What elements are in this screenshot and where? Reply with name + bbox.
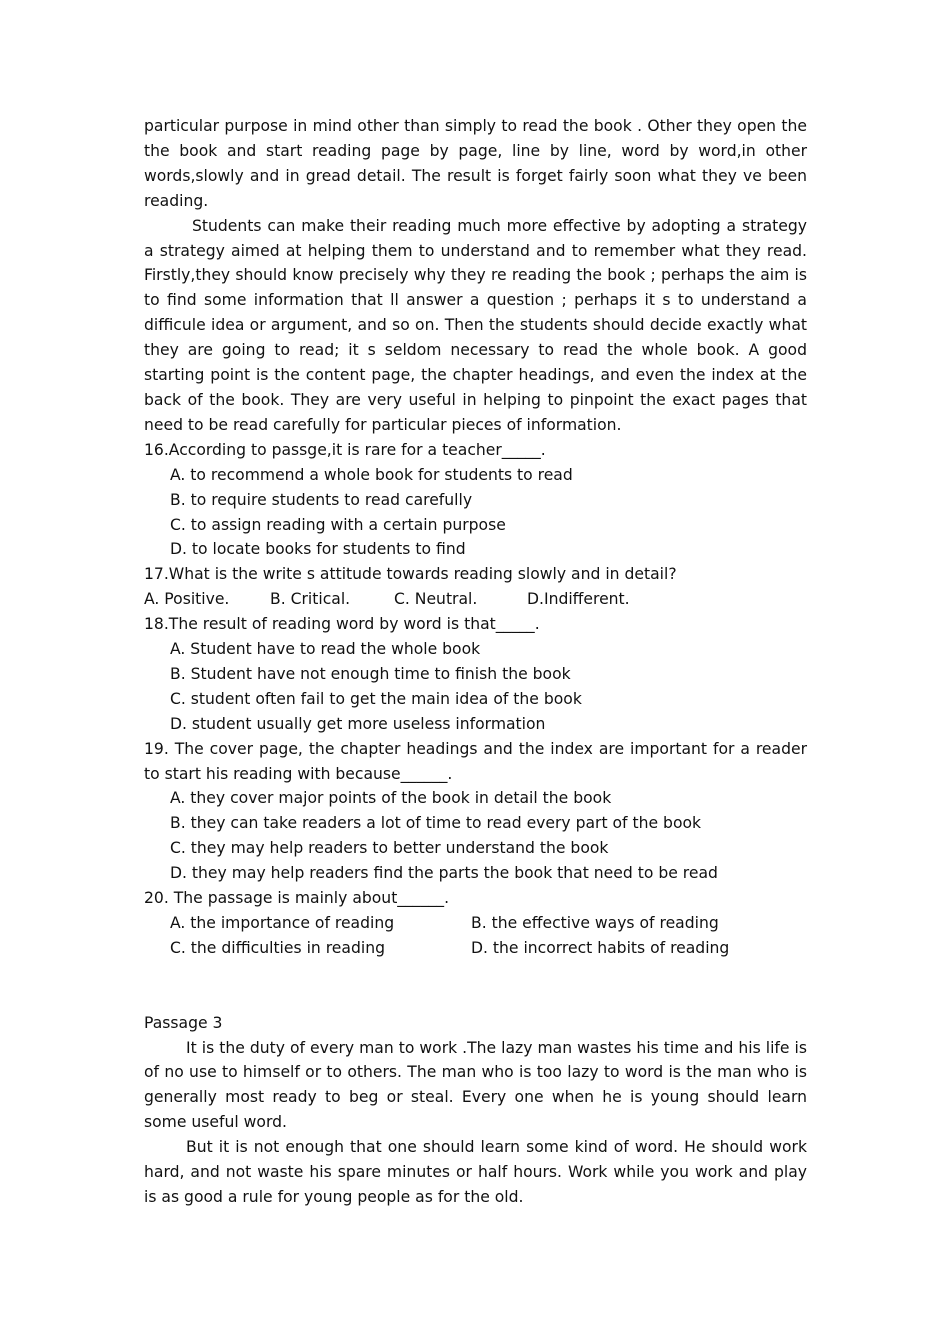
option-a: A. to recommend a whole book for students to read — [170, 465, 573, 484]
option-c: C. they may help readers to better understand the book — [170, 839, 609, 858]
question-stem: 20. The passage is mainly about______. — [144, 889, 450, 908]
options-row-1 — [170, 911, 807, 936]
options-row-2 — [170, 936, 807, 961]
passage2-paragraph-2: Students can make their reading much more effective by adopting a strategy a strategy aimed at helping them to understand and to remember what they read. Firstly,they should know precisely why they re reading the book ; perhaps the aim is to find some information that ll answer a question ; perhaps it s to understand a difficule idea or argument, and so on. Then the students should decide exactly what they are going to read; it s seldom necessary to read the whole book. A good starting point is the content page, the chapter headings, and even the index at the back of the book. They are very useful in helping to pinpoint the exact pages that need to be read carefully for particular pieces of information. — [144, 216, 807, 434]
options-row — [144, 587, 807, 612]
option-c: C. to assign reading with a certain purpose — [170, 515, 506, 534]
option-c: C. the difficulties in reading — [170, 938, 385, 957]
question-16 — [144, 438, 807, 563]
passage2-paragraph-1: particular purpose in mind other than simply to read the book . Other they open the the book and start reading page by page, line by line, word by word,in other words,slowly and in gread detail. The result is forget fairly soon what they ve been reading. — [144, 117, 807, 210]
option-a: A. Student have to read the whole book — [170, 640, 481, 659]
option-d: D.Indifferent. — [527, 590, 630, 609]
option-a: A. they cover major points of the book in detail the book — [170, 789, 612, 808]
section-spacer — [144, 961, 807, 1011]
option-b: B. Critical. — [270, 590, 351, 609]
option-c: C. student often fail to get the main idea of the book — [170, 689, 582, 708]
option-d: D. the incorrect habits of reading — [471, 938, 730, 957]
option-b: B. they can take readers a lot of time to read every part of the book — [170, 814, 702, 833]
passage-3-title: Passage 3 — [144, 1013, 223, 1032]
option-a: A. Positive. — [144, 590, 230, 609]
question-20 — [144, 886, 807, 961]
question-stem: 19. The cover page, the chapter headings and the index are important for a reader to start his reading with because______. — [144, 739, 807, 783]
question-stem: 17.What is the write s attitude towards reading slowly and in detail? — [144, 565, 677, 584]
question-18 — [144, 612, 807, 737]
option-b: B. the effective ways of reading — [471, 914, 719, 932]
document-page — [144, 114, 807, 1210]
question-19 — [144, 737, 807, 886]
option-d: D. to locate books for students to find — [170, 540, 466, 559]
question-stem: 18.The result of reading word by word is that_____. — [144, 615, 540, 634]
option-d: D. they may help readers find the parts the book that need to be read — [170, 864, 718, 883]
question-17 — [144, 562, 807, 612]
option-b: B. Student have not enough time to finish the book — [170, 664, 571, 683]
passage3-paragraph-1: It is the duty of every man to work .The lazy man wastes his time and his life is of no use to himself or to others. The man who is too lazy to word is the man who is generally most ready to beg or steal. Every one when he is young should learn some useful word. — [144, 1038, 807, 1132]
passage3-paragraph-2: But it is not enough that one should learn some kind of word. He should work hard, and not waste his spare minutes or half hours. Work while you work and play is as good a rule for young people as for the old. — [144, 1138, 807, 1206]
question-stem: 16.According to passge,it is rare for a teacher_____. — [144, 440, 546, 459]
option-a: A. the importance of reading — [170, 914, 395, 932]
option-b: B. to require students to read carefully — [170, 490, 473, 509]
option-d: D. student usually get more useless information — [170, 714, 546, 733]
option-c: C. Neutral. — [394, 590, 478, 609]
